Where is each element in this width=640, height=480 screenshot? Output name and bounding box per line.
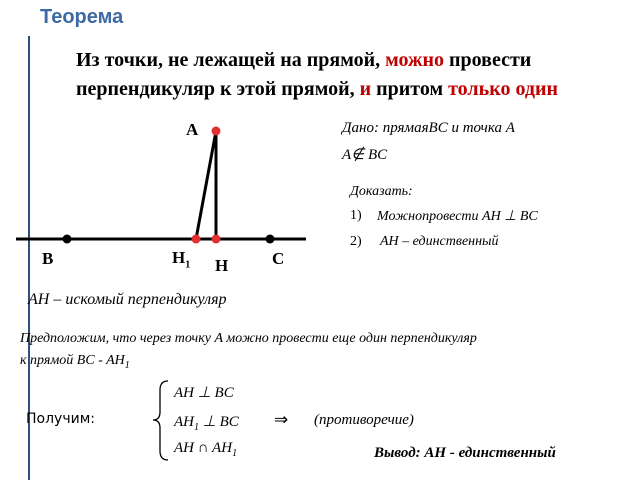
brace-path	[153, 381, 168, 460]
theorem-emphasis: можно	[385, 49, 445, 71]
prove-item-text: Можнопровести AH ⊥ BC	[377, 209, 538, 224]
label-h: H	[215, 256, 229, 275]
prove-item-num: 1)	[350, 208, 362, 223]
given-line-2: A∉ BC	[342, 147, 388, 163]
system-text: AH ∩ AH	[174, 440, 233, 456]
contradiction-text: (противоречие)	[314, 412, 414, 428]
theorem-text: провести	[444, 49, 532, 71]
system-row-1: AH ⊥ BC	[174, 385, 234, 401]
theorem-text: притом	[371, 78, 449, 100]
system-row-3	[174, 440, 237, 459]
assumption-text: к прямой BC - AH	[20, 353, 125, 368]
system-sub: 1	[194, 422, 199, 433]
label-a: A	[186, 120, 199, 139]
implies-arrow: ⇒	[274, 410, 289, 430]
conclusion: Вывод: AH - единственный	[374, 445, 556, 461]
theorem-text: Из точки, не лежащей на прямой,	[76, 49, 386, 71]
label-h1-sub: 1	[185, 259, 191, 271]
prove-item-text: AH – единственный	[380, 234, 499, 249]
theorem-emphasis: и	[359, 78, 372, 100]
figure-caption: AH – искомый перпендикуляр	[28, 291, 227, 308]
assumption-sub: 1	[124, 359, 130, 371]
prove-title: Доказать:	[350, 184, 413, 199]
label-b: B	[42, 249, 54, 268]
theorem-text: перпендикуляр к этой прямой,	[76, 78, 360, 100]
given-line-1: Дано: прямаяBC и точка A	[342, 120, 515, 136]
received-label: Получим:	[26, 411, 95, 427]
theorem-emphasis: только один	[448, 78, 559, 100]
prove-item-num: 2)	[350, 234, 362, 249]
label-h1-main: H	[172, 248, 186, 267]
system-text: ⊥ BC	[199, 414, 239, 430]
system-row-2	[174, 412, 239, 433]
assumption-line-1: Предположим, что через точку A можно провести еще один перпендикуляр	[20, 331, 477, 346]
header-title: Теорема	[40, 6, 124, 28]
label-c: C	[272, 249, 285, 268]
system-text: AH	[174, 414, 194, 430]
system-sub: 1	[232, 448, 238, 459]
